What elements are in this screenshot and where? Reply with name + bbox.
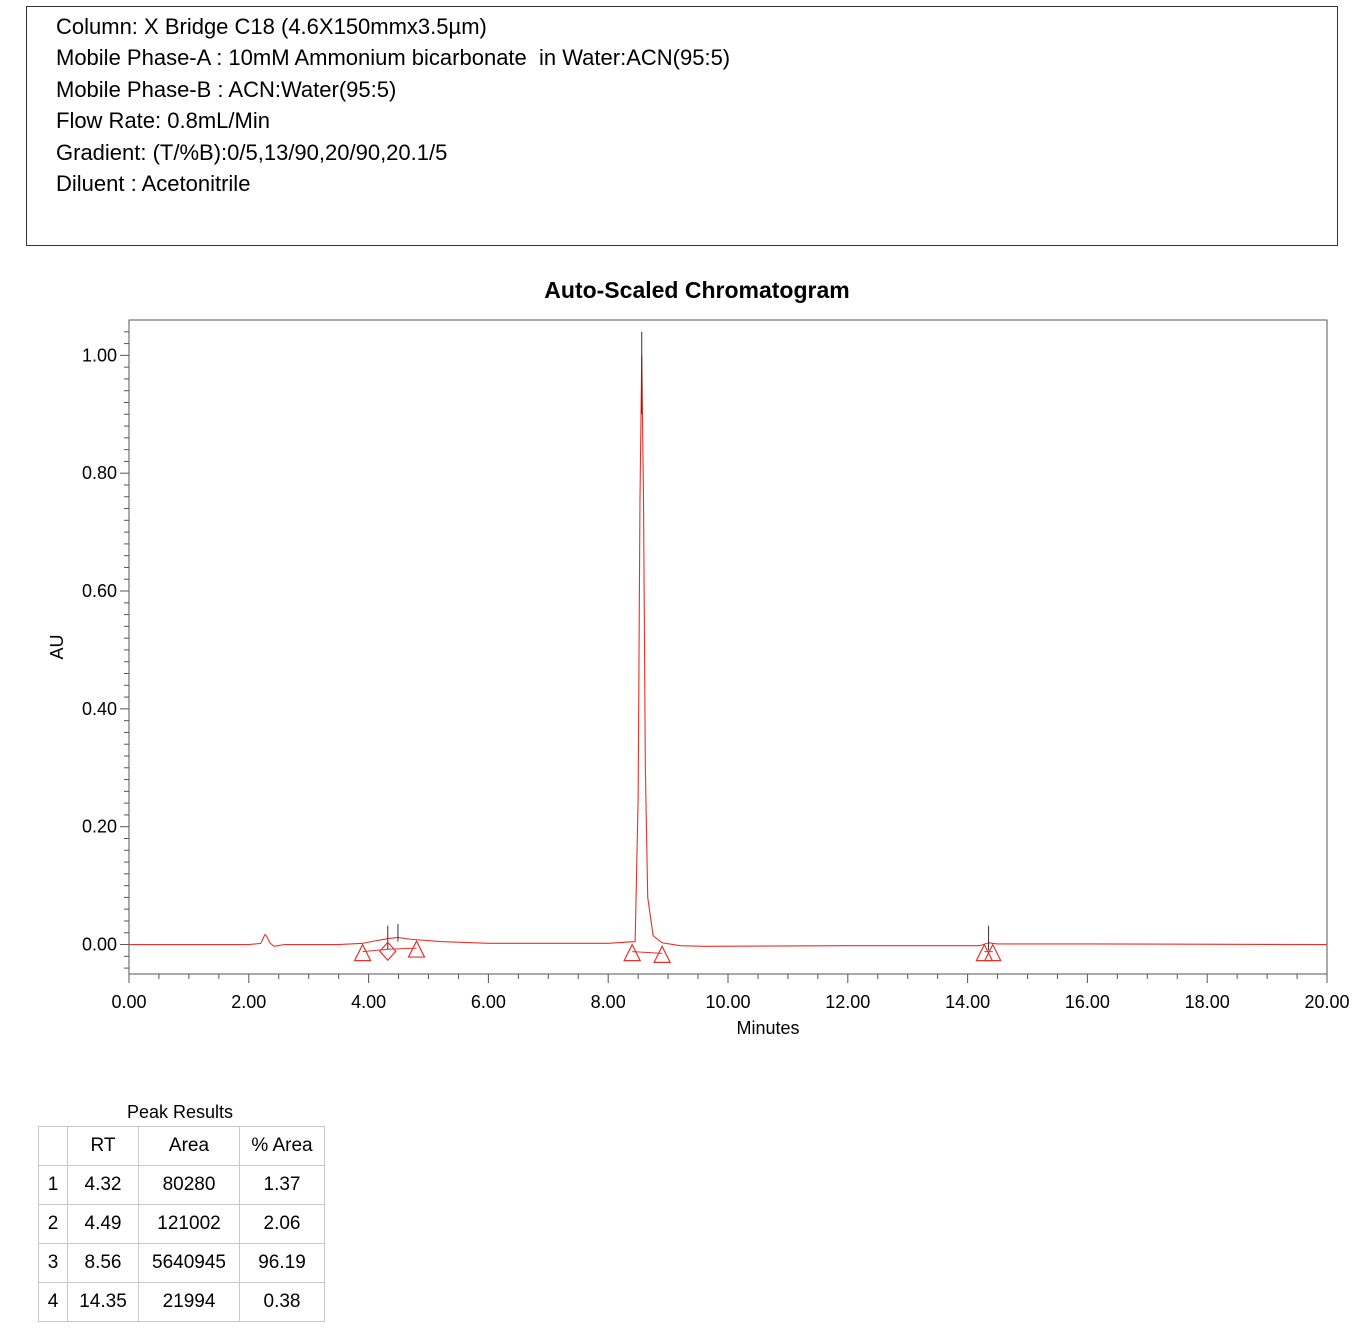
method-diluent: Diluent : Acetonitrile [56, 171, 251, 196]
y-tick-label: 0.40 [81, 698, 117, 719]
cell-area: 121002 [139, 1205, 240, 1244]
plot-frame [129, 320, 1327, 974]
method-column: Column: X Bridge C18 (4.6X150mmx3.5µm) [56, 14, 487, 39]
table-row [39, 1205, 325, 1244]
cell-area: 21994 [139, 1283, 240, 1322]
x-tick-label: 10.00 [705, 992, 751, 1012]
x-tick-label: 2.00 [231, 992, 267, 1012]
cell-area: 80280 [139, 1166, 240, 1205]
table-row [39, 1166, 325, 1205]
chromatogram-chart [0, 260, 1364, 1050]
cell-percent-area: 96.19 [240, 1244, 325, 1283]
x-tick-label: 16.00 [1064, 992, 1110, 1012]
header-index [39, 1127, 68, 1166]
peak-results-title: Peak Results [127, 1102, 234, 1122]
cell-rt: 4.32 [68, 1166, 139, 1205]
integration-triangle [985, 945, 1001, 961]
method-gradient: Gradient: (T/%B):0/5,13/90,20/90,20.1/5 [56, 140, 448, 165]
x-tick-label: 20.00 [1304, 992, 1350, 1012]
cell-rt: 8.56 [68, 1244, 139, 1283]
y-tick-label: 0.20 [81, 816, 117, 837]
y-tick-label: 0.60 [81, 581, 117, 602]
table-row [39, 1283, 325, 1322]
y-tick-label: 0.00 [81, 934, 117, 955]
y-axis-label: AU [47, 634, 67, 660]
cell-index: 4 [39, 1283, 68, 1322]
x-axis-label: Minutes [736, 1018, 800, 1038]
table-header-row [39, 1127, 325, 1166]
x-tick-label: 12.00 [825, 992, 871, 1012]
cell-percent-area: 0.38 [240, 1283, 325, 1322]
x-tick-label: 0.00 [111, 992, 147, 1012]
method-info-box [26, 6, 1338, 246]
x-tick-label: 14.00 [945, 992, 991, 1012]
table-row [39, 1244, 325, 1283]
x-axis [111, 974, 1349, 1012]
x-tick-label: 18.00 [1184, 992, 1230, 1012]
integration-triangle [355, 945, 371, 961]
method-flow-rate: Flow Rate: 0.8mL/Min [56, 108, 270, 133]
integration-triangle [409, 941, 425, 957]
cell-rt: 4.49 [68, 1205, 139, 1244]
peak-results-table [38, 1126, 325, 1322]
chart-title: Auto-Scaled Chromatogram [544, 277, 850, 303]
y-tick-label: 0.80 [81, 463, 117, 484]
header-area: Area [139, 1127, 240, 1166]
plot-area [129, 332, 1327, 963]
cell-area: 5640945 [139, 1244, 240, 1283]
integration-triangle [654, 946, 670, 962]
chromatogram-trace [129, 355, 1327, 946]
cell-index: 1 [39, 1166, 68, 1205]
x-tick-label: 4.00 [351, 992, 387, 1012]
cell-index: 2 [39, 1205, 68, 1244]
cell-index: 3 [39, 1244, 68, 1283]
x-tick-label: 8.00 [590, 992, 626, 1012]
cell-percent-area: 2.06 [240, 1205, 325, 1244]
integration-triangle [976, 945, 992, 961]
y-tick-label: 1.00 [81, 345, 117, 366]
x-tick-label: 6.00 [470, 992, 506, 1012]
integration-triangle [624, 945, 640, 961]
method-mobile-phase-b: Mobile Phase-B : ACN:Water(95:5) [56, 77, 397, 102]
method-mobile-phase-a: Mobile Phase-A : 10mM Ammonium bicarbonate in Water:ACN(95:5) [56, 45, 731, 70]
header-percent-area: % Area [240, 1127, 325, 1166]
header-rt: RT [68, 1127, 139, 1166]
y-axis [82, 332, 129, 968]
cell-rt: 14.35 [68, 1283, 139, 1322]
cell-percent-area: 1.37 [240, 1166, 325, 1205]
